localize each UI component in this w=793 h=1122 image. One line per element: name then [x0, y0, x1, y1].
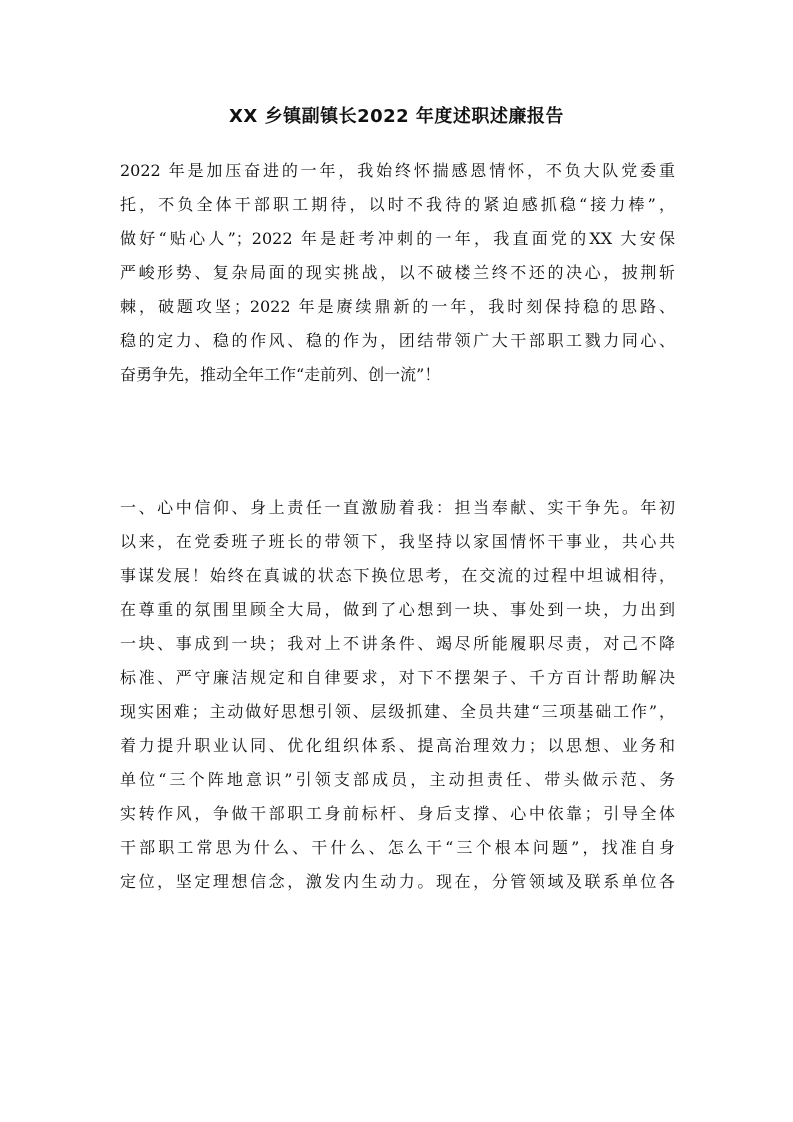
text-line: 托，不负全体干部职工期待，以时不我待的紧迫感抓稳“接力棒”，: [120, 195, 675, 214]
text-line: 干部职工常思为什么、干什么、怎么干“三个根本问题”，找准自身: [120, 838, 675, 857]
text-line: 实转作风，争做干部职工身前标杆、身后支撑、心中依靠；引导全体: [120, 804, 675, 823]
text-line: 定位，坚定理想信念，激发内生动力。现在，分管领域及联系单位各: [120, 872, 675, 891]
text-line: 现实困难；主动做好思想引领、层级抓建、全员共建“三项基础工作”，: [120, 702, 675, 721]
paragraph-section-one: [120, 491, 675, 899]
text-line: 棘，破题攻坚；2022 年是赓续鼎新的一年，我时刻保持稳的思路、: [120, 297, 675, 316]
text-line: 以来，在党委班子班长的带领下，我坚持以家国情怀干事业，共心共: [120, 532, 675, 551]
text-line: 稳的定力、稳的作风、稳的作为，团结带领广大干部职工戮力同心、: [120, 331, 675, 350]
text-line: 严峻形势、复杂局面的现实挑战，以不破楼兰终不还的决心，披荆斩: [120, 263, 675, 282]
text-line: 一、心中信仰、身上责任一直激励着我：担当奉献、实干争先。年初: [120, 498, 675, 517]
text-line: 一块、事成到一块；我对上不讲条件、竭尽所能履职尽责，对己不降: [120, 634, 675, 653]
document-title: XX 乡镇副镇长2022 年度述职述廉报告: [229, 106, 564, 127]
text-line: 事谋发展！始终在真诚的状态下换位思考，在交流的过程中坦诚相待，: [120, 566, 675, 585]
text-line: 着力提升职业认同、优化组织体系、提高治理效力；以思想、业务和: [120, 736, 675, 755]
text-line: 奋勇争先，推动全年工作“走前列、创一流”！: [120, 365, 441, 384]
text-line: 做好“贴心人”；2022 年是赶考冲刺的一年，我直面党的XX 大安保: [120, 229, 675, 248]
text-line: 单位“三个阵地意识”引领支部成员，主动担责任、带头做示范、务: [120, 770, 675, 789]
text-line: 标准、严守廉洁规定和自律要求，对下不摆架子、千方百计帮助解决: [120, 668, 675, 687]
text-line: 2022 年是加压奋进的一年，我始终怀揣感恩情怀，不负大队党委重: [120, 161, 675, 180]
text-line: 在尊重的氛围里顾全大局，做到了心想到一块、事处到一块，力出到: [120, 600, 675, 619]
paragraph-intro: [120, 154, 675, 392]
